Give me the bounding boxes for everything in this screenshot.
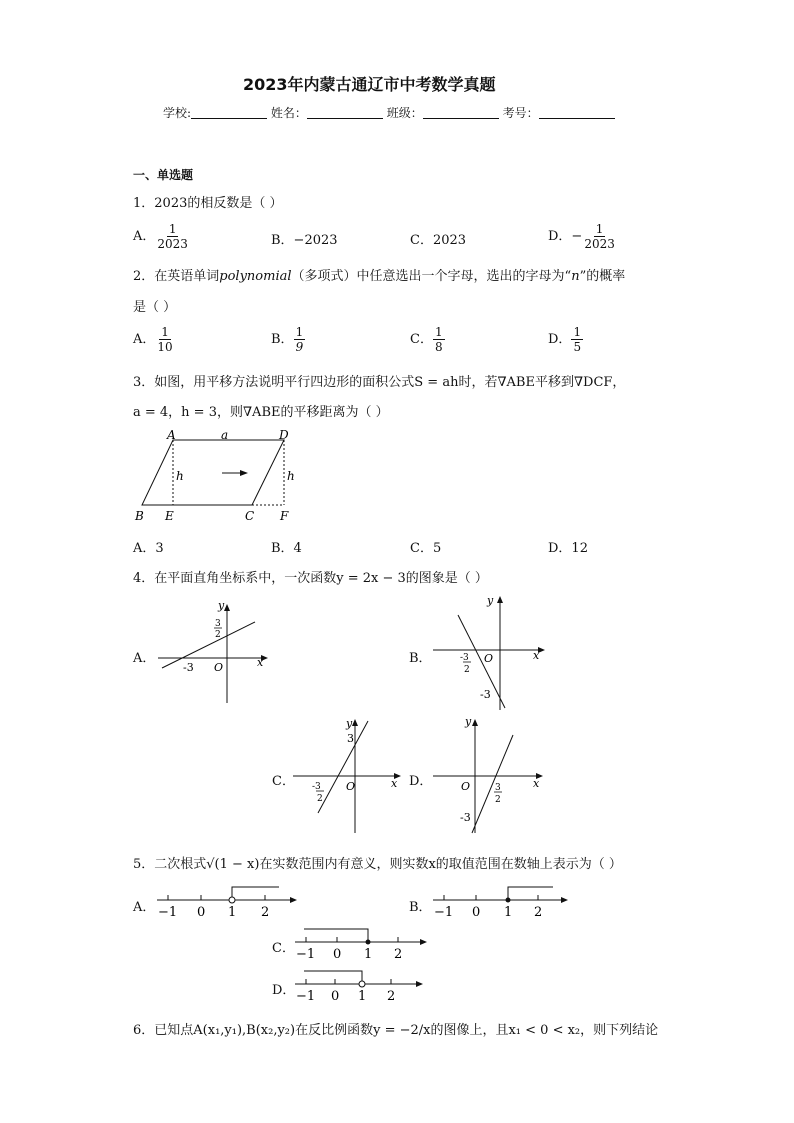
exam-no-label: 考号： — [502, 106, 539, 120]
q4-stem: 4．在平面直角坐标系中，一次函数y = 2x − 3的图象是（ ） — [133, 571, 488, 586]
q4-option-c-label[interactable]: C． — [272, 774, 295, 789]
q4-option-a-label[interactable]: A． — [133, 651, 156, 666]
label-D: D — [279, 428, 289, 442]
svg-text:2: 2 — [534, 905, 543, 920]
svg-text:-3: -3 — [183, 661, 194, 674]
q1-option-b[interactable]: B．−2023 — [271, 233, 338, 248]
fraction: $\frac{1}{8}$ — [434, 325, 443, 354]
svg-text:y: y — [218, 599, 225, 612]
q2-option-d[interactable]: D． $\frac{1}{5}$ — [548, 325, 582, 354]
q4-graph-a[interactable] — [150, 598, 275, 708]
svg-text:x: x — [533, 649, 540, 662]
svg-text:3: 3 — [495, 783, 501, 793]
q3-option-d[interactable]: D．12 — [548, 541, 588, 556]
label-a: a — [221, 428, 229, 442]
label-h1: h — [176, 469, 184, 483]
svg-text:0: 0 — [472, 905, 481, 920]
q1-option-d[interactable] — [548, 222, 617, 251]
option-label: D．− — [548, 229, 583, 244]
q1-stem: 1．2023的相反数是（ ） — [133, 196, 283, 211]
q4-graph-d[interactable] — [425, 713, 550, 838]
q2-stem-line1: 2．在英语单词polynomial（多项式）中任意选出一个字母，选出的字母为“n”的概率 — [133, 269, 626, 284]
svg-text:1: 1 — [358, 989, 367, 1004]
svg-text:2: 2 — [464, 665, 470, 675]
svg-text:2: 2 — [387, 989, 396, 1004]
svg-text:O: O — [461, 780, 471, 793]
svg-text:-3: -3 — [460, 653, 469, 663]
q3-option-b[interactable]: B．4 — [271, 541, 302, 556]
svg-text:O: O — [214, 661, 224, 674]
svg-text:x: x — [391, 777, 398, 790]
q4-graph-b[interactable] — [425, 590, 550, 715]
label-E: E — [165, 509, 174, 523]
name-blank[interactable] — [307, 106, 383, 119]
svg-text:−1: −1 — [296, 989, 316, 1004]
q5-option-d-label[interactable]: D． — [272, 983, 296, 998]
svg-text:y: y — [487, 594, 494, 607]
fraction: $\frac{1}{2023}$ — [157, 222, 188, 251]
svg-text:−1: −1 — [434, 905, 454, 920]
label-C: C — [245, 509, 255, 523]
name-label: 姓名： — [270, 106, 307, 120]
svg-text:2: 2 — [261, 905, 270, 920]
q5-stem: 5．二次根式√(1 − x)在实数范围内有意义，则实数x的取值范围在数轴上表示为（ ） — [133, 857, 622, 872]
q5-option-a-label[interactable]: A． — [133, 900, 156, 915]
q2-stem-line2: 是（ ） — [133, 300, 177, 315]
student-info-line — [163, 104, 615, 121]
school-blank[interactable] — [191, 106, 267, 119]
option-label: A． — [133, 229, 156, 244]
q4-graph-c[interactable] — [288, 713, 408, 838]
svg-text:x: x — [257, 656, 264, 669]
svg-text:−1: −1 — [296, 947, 316, 962]
svg-text:-3: -3 — [460, 811, 471, 824]
section-heading: 一、单选题 — [133, 168, 194, 182]
q5-numberline-a[interactable] — [152, 882, 302, 920]
svg-text:y: y — [346, 717, 353, 730]
label-B: B — [135, 509, 144, 523]
svg-text:2: 2 — [317, 794, 323, 804]
class-label: 班级： — [386, 106, 423, 120]
svg-text:y: y — [465, 715, 472, 728]
svg-text:3: 3 — [215, 619, 221, 629]
q3-stem-line2: a = 4，h = 3，则∇ABE的平移距离为（ ） — [133, 405, 389, 420]
q3-option-c[interactable]: C．5 — [410, 541, 442, 556]
fraction: $\frac{1}{5}$ — [573, 325, 582, 354]
q1-option-c[interactable]: C．2023 — [410, 233, 467, 248]
page-title: 2023年内蒙古通辽市中考数学真题 — [243, 75, 496, 94]
school-label: 学校: — [163, 106, 192, 120]
svg-text:2: 2 — [495, 795, 501, 805]
q3-stem-line1: 3．如图，用平移方法说明平行四边形的面积公式S = ah时，若∇ABE平移到∇DCF， — [133, 375, 626, 390]
svg-text:1: 1 — [228, 905, 237, 920]
q1-option-a[interactable] — [133, 222, 190, 251]
svg-text:1: 1 — [364, 947, 373, 962]
q2-option-c[interactable]: C． $\frac{1}{8}$ — [410, 325, 443, 354]
svg-text:x: x — [533, 777, 540, 790]
svg-text:0: 0 — [197, 905, 206, 920]
label-F: F — [280, 509, 289, 523]
q5-option-b-label[interactable]: B． — [409, 900, 432, 915]
label-A: A — [167, 428, 176, 442]
svg-text:2: 2 — [394, 947, 403, 962]
svg-text:O: O — [484, 652, 494, 665]
svg-text:−1: −1 — [158, 905, 178, 920]
q2-option-b[interactable]: B． $\frac{1}{9}$ — [271, 325, 304, 354]
svg-text:1: 1 — [504, 905, 513, 920]
fraction: $\frac{1}{9}$ — [295, 325, 304, 354]
q6-stem: 6．已知点A(x₁,y₁),B(x₂,y₂)在反比例函数y = −2/x的图像上，且x₁ < 0 < x₂，则下列结论 — [133, 1023, 659, 1038]
label-h2: h — [287, 469, 295, 483]
svg-text:2: 2 — [215, 630, 221, 640]
q2-option-a[interactable]: A． $\frac{1}{10}$ — [133, 325, 173, 354]
class-blank[interactable] — [423, 106, 499, 119]
q5-option-c-label[interactable]: C． — [272, 941, 295, 956]
svg-text:-3: -3 — [480, 688, 491, 701]
q5-numberline-d[interactable] — [290, 966, 435, 1004]
svg-text:-3: -3 — [312, 782, 321, 792]
q5-numberline-c[interactable] — [290, 924, 435, 962]
q3-option-a[interactable]: A．3 — [133, 541, 164, 556]
svg-text:O: O — [346, 780, 356, 793]
svg-text:3: 3 — [347, 732, 354, 745]
q5-numberline-b[interactable] — [428, 882, 578, 920]
svg-text:0: 0 — [333, 947, 342, 962]
exam-no-blank[interactable] — [539, 106, 615, 119]
arrow-head — [240, 470, 248, 476]
parallelogram — [142, 440, 284, 505]
q3-parallelogram-figure — [130, 425, 310, 525]
q4-option-d-label[interactable]: D． — [409, 774, 433, 789]
fraction: $\frac{1}{10}$ — [157, 325, 173, 354]
svg-text:0: 0 — [331, 989, 340, 1004]
fraction: $\frac{1}{2023}$ — [584, 222, 615, 251]
q4-option-b-label[interactable]: B． — [409, 651, 432, 666]
